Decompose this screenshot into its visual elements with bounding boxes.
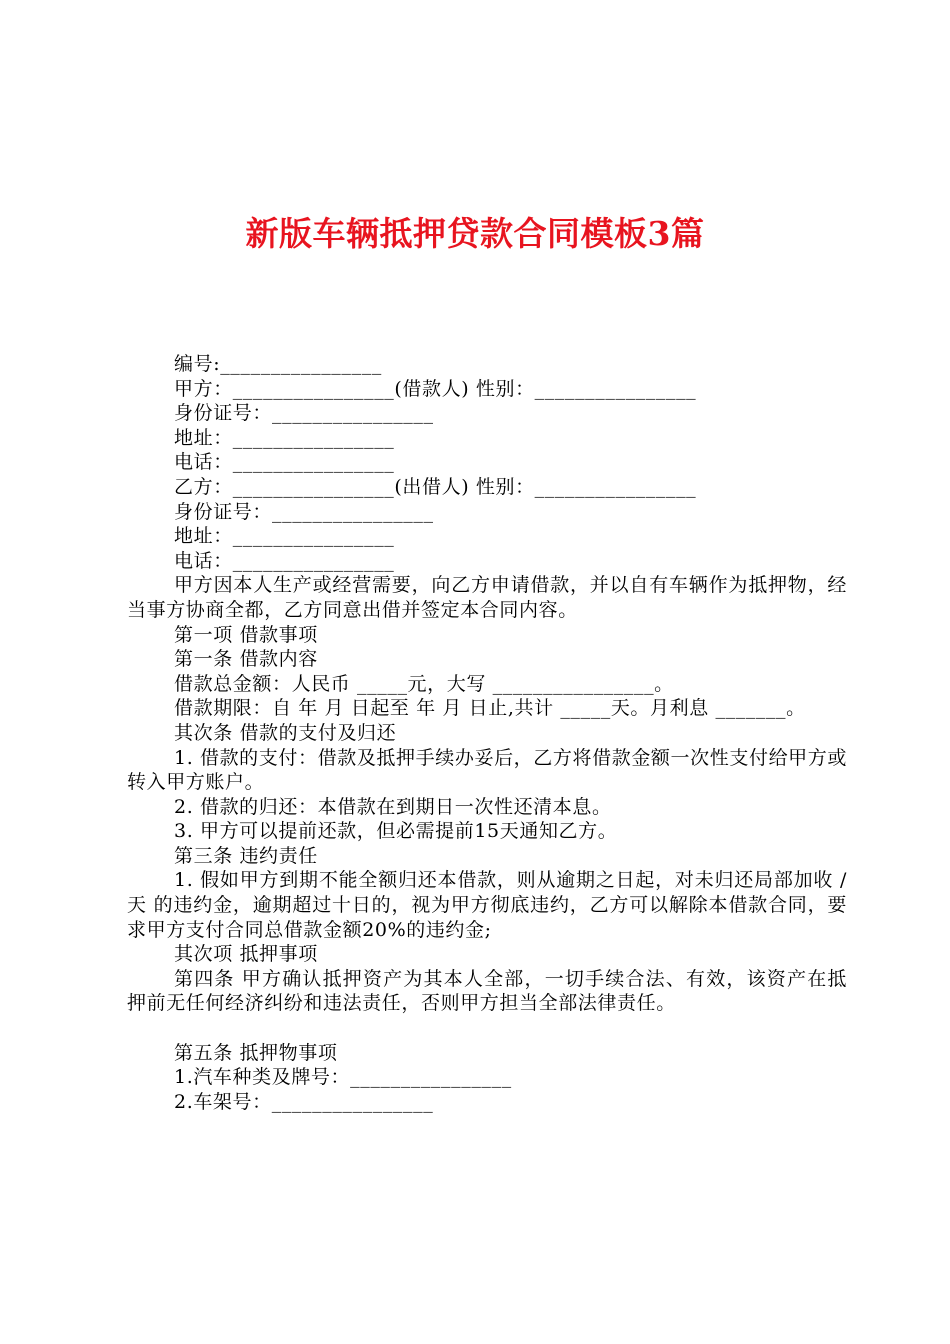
payment-clause-2: 2. 借款的归还：本借款在到期日一次性还清本息。 xyxy=(174,795,612,818)
party-b-address-line: 地址：________________ xyxy=(174,525,395,548)
vehicle-frame-number-line: 2.车架号：________________ xyxy=(174,1090,434,1113)
article-heading-2: 其次条 借款的支付及归还 xyxy=(174,721,397,744)
vehicle-type-line: 1.汽车种类及牌号：________________ xyxy=(174,1066,512,1089)
party-a-phone-line: 电话：________________ xyxy=(174,451,395,474)
document-title: 新版车辆抵押贷款合同模板3篇 xyxy=(245,214,705,253)
article-heading-1: 第一条 借款内容 xyxy=(174,648,318,671)
payment-clause-3: 3. 甲方可以提前还款，但必需提前15天通知乙方。 xyxy=(174,820,618,843)
blank-line xyxy=(127,1016,847,1041)
party-a-id-line: 身份证号：________________ xyxy=(174,402,434,425)
breach-clause: 1. 假如甲方到期不能全额归还本借款，则从逾期之日起，对未归还局部加收 /天 的违约金，逾期超过十日的，视为甲方彻底违约，乙方可以解除本借款合同，要求甲方支付合同总借款金额20%的违约金; xyxy=(127,869,847,941)
party-b-line: 乙方：________________(出借人) 性别：________________ xyxy=(174,475,697,498)
contract-number-line: 编号:________________ xyxy=(174,353,382,375)
party-b-id-line: 身份证号：________________ xyxy=(174,500,434,523)
party-b-phone-line: 电话：________________ xyxy=(174,549,395,572)
intro-paragraph: 甲方因本人生产或经营需要，向乙方申请借款，并以自有车辆作为抵押物，经当事方协商全都，乙方同意出借并签定本合同内容。 xyxy=(127,574,847,621)
loan-term-paragraph: 借款期限：自 年 月 日起至 年 月 日止,共计 _____天。月利息 _______。 xyxy=(174,697,806,720)
payment-clause-1: 1. 借款的支付：借款及抵押手续办妥后，乙方将借款金额一次性支付给甲方或转入甲方账户。 xyxy=(127,746,847,794)
document-body xyxy=(127,352,847,1114)
loan-amount-line: 借款总金额：人民币 _____元，大写 ________________。 xyxy=(174,672,674,695)
article-4-paragraph: 第四条 甲方确认抵押资产为其本人全部，一切手续合法、有效，该资产在抵押前无任何经济纠纷和违法责任，否则甲方担当全部法律责任。 xyxy=(127,967,847,1015)
article-heading-3: 第三条 违约责任 xyxy=(174,844,318,867)
article-heading-5: 第五条 抵押物事项 xyxy=(174,1041,338,1064)
party-a-address-line: 地址：________________ xyxy=(174,426,395,449)
section-heading-mortgage: 其次项 抵押事项 xyxy=(174,943,318,966)
section-heading-loan: 第一项 借款事项 xyxy=(174,623,318,646)
party-a-line: 甲方：________________(借款人) 性别：________________ xyxy=(174,377,697,400)
